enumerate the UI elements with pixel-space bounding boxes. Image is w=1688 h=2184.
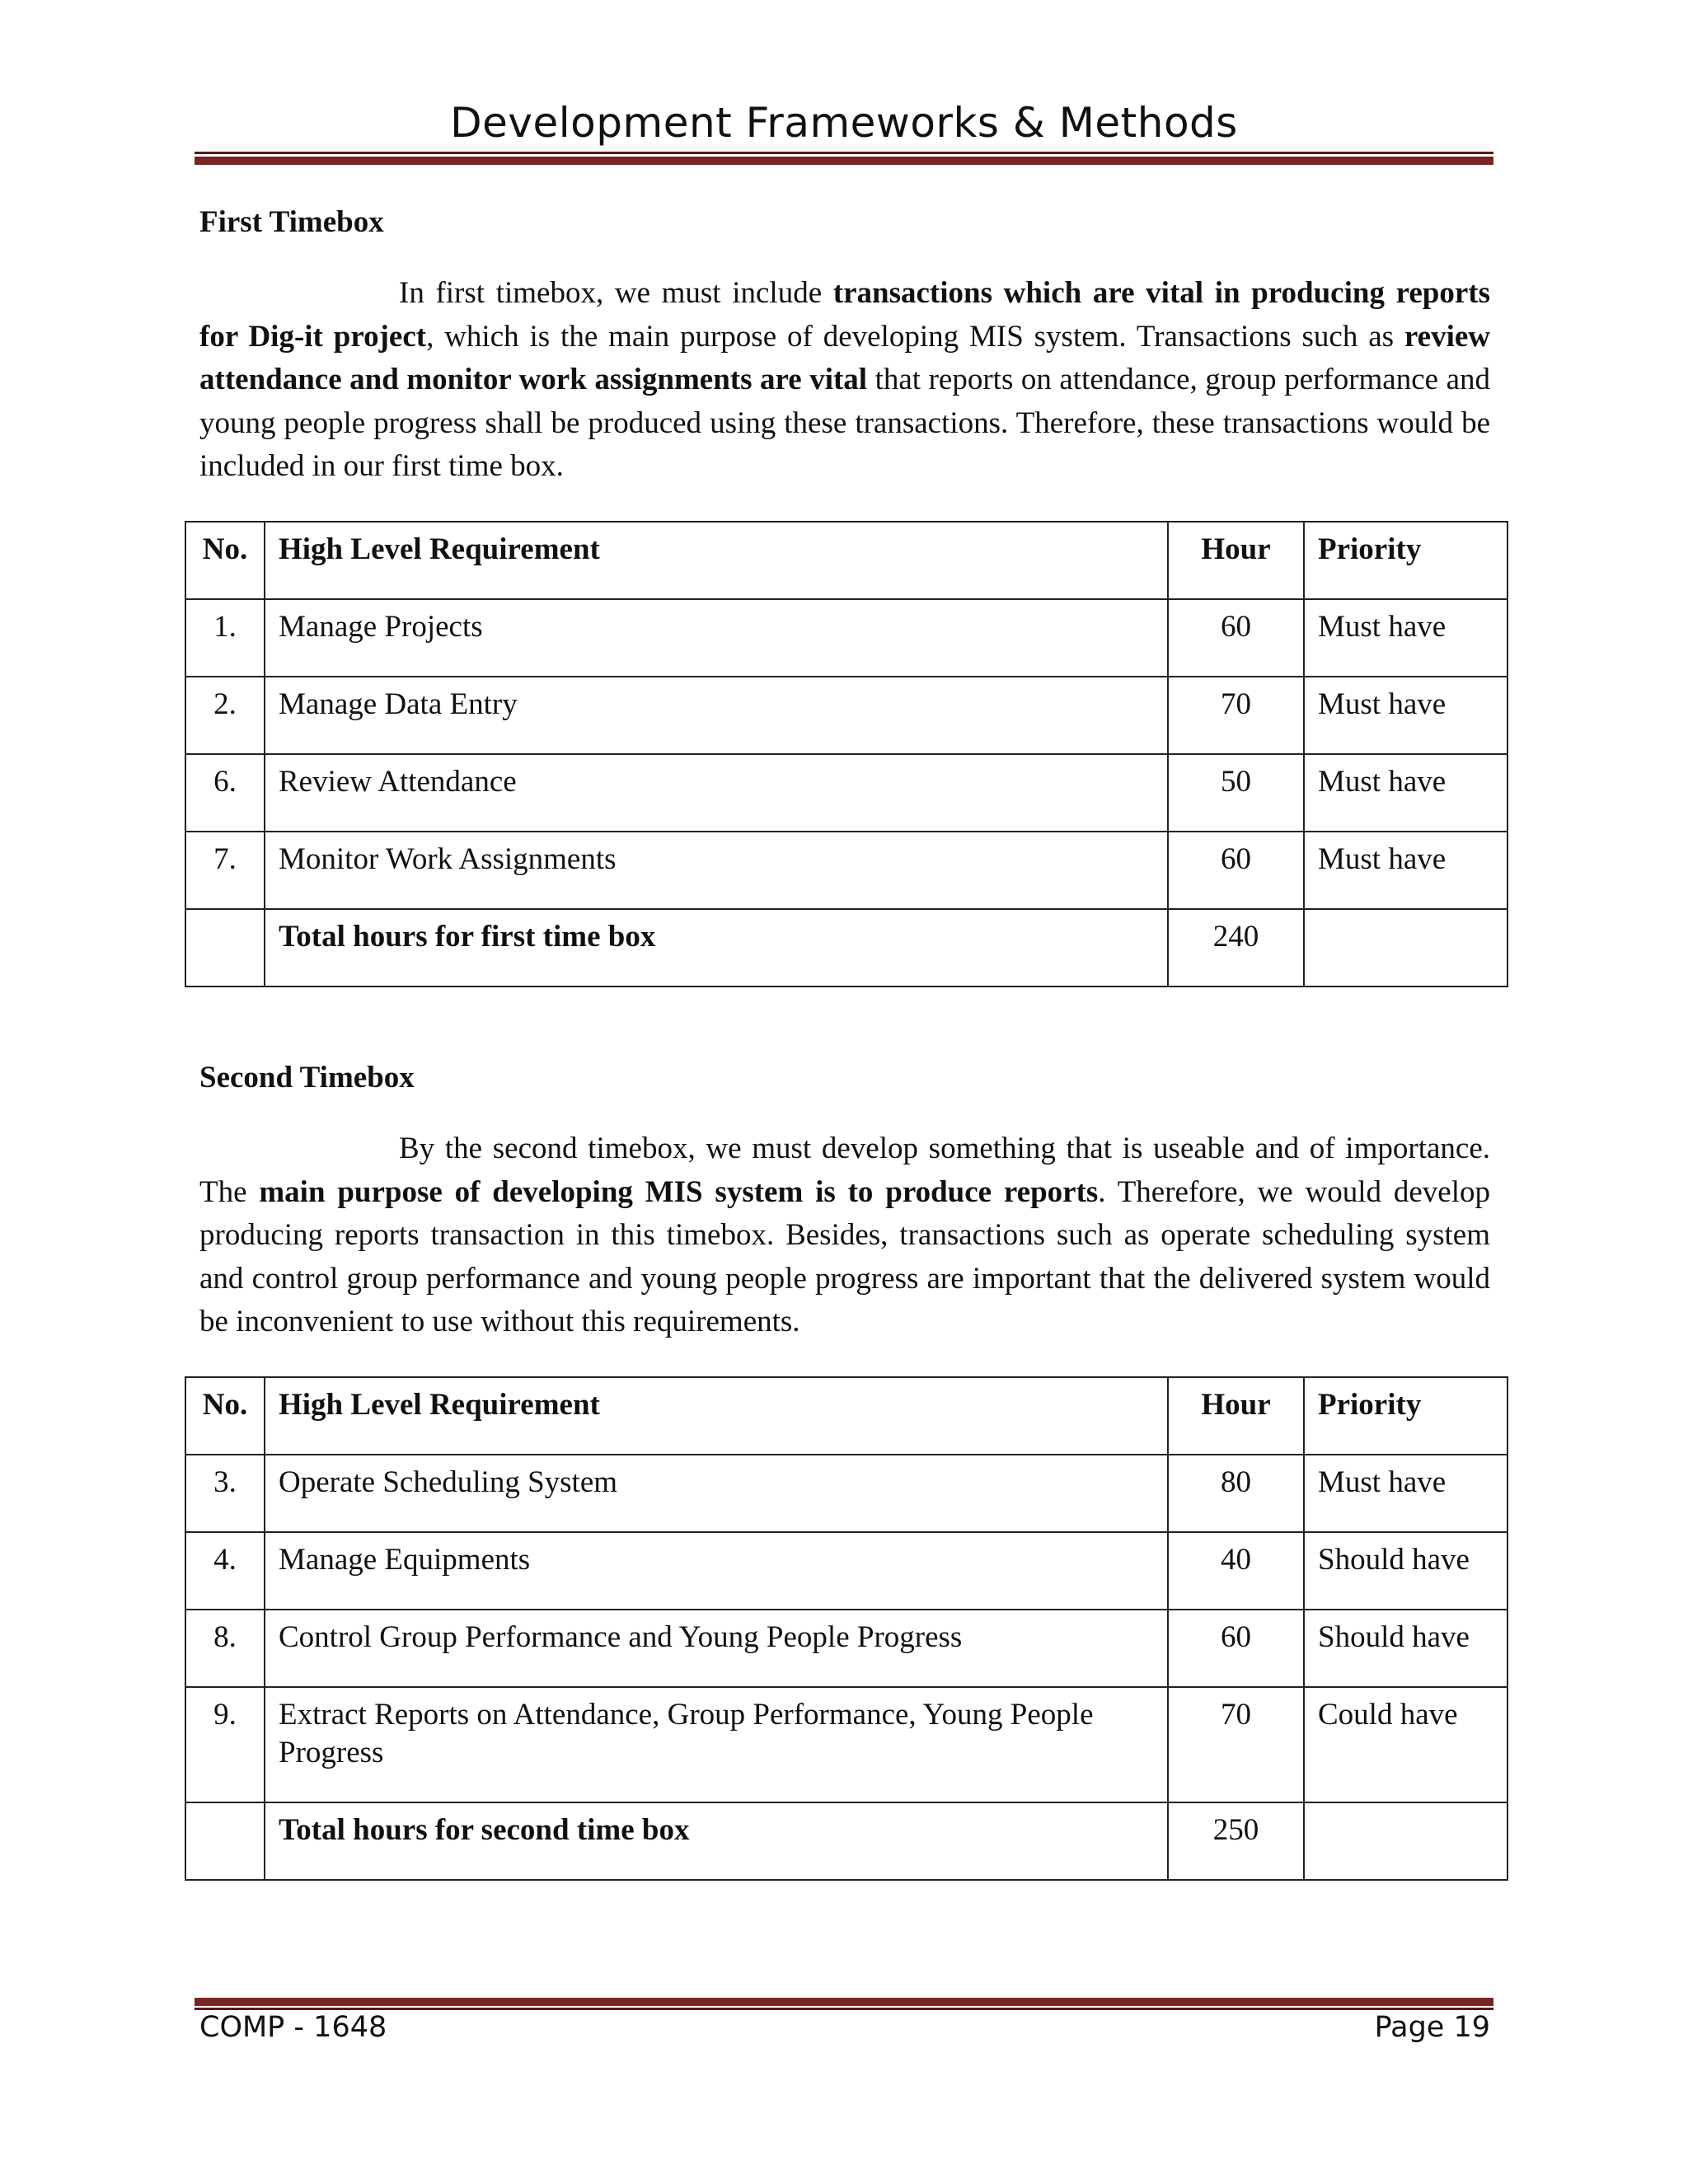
row-no: 8.	[185, 1610, 265, 1687]
total-no-empty	[185, 1802, 265, 1880]
header-no: No.	[185, 522, 265, 599]
row-priority: Must have	[1304, 754, 1507, 832]
header-no: No.	[185, 1377, 265, 1455]
header-priority: Priority	[1304, 1377, 1507, 1455]
footer-rule-thick	[195, 1998, 1493, 2006]
row-requirement: Manage Equipments	[265, 1532, 1168, 1610]
total-priority-empty	[1304, 1802, 1507, 1880]
table-row	[185, 599, 1507, 677]
table-row	[185, 832, 1507, 909]
total-label: Total hours for second time box	[265, 1802, 1168, 1880]
row-hour: 40	[1168, 1532, 1304, 1610]
footer-page-number: Page 19	[1374, 2011, 1490, 2044]
second-timebox-table	[185, 1376, 1508, 1881]
second-timebox-paragraph	[199, 1127, 1490, 1344]
row-priority: Should have	[1304, 1610, 1507, 1687]
row-requirement: Manage Projects	[265, 599, 1168, 677]
text-run: In first timebox, we must include	[399, 276, 833, 310]
second-timebox-heading: Second Timebox	[199, 1061, 415, 1094]
row-hour: 50	[1168, 754, 1304, 832]
row-requirement: Control Group Performance and Young People Progress	[265, 1610, 1168, 1687]
first-timebox-table	[185, 521, 1508, 987]
table-row	[185, 1455, 1507, 1532]
row-requirement: Operate Scheduling System	[265, 1455, 1168, 1532]
first-timebox-heading: First Timebox	[199, 205, 384, 239]
text-run: , which is the main purpose of developing MIS system. Transactions such as	[426, 319, 1404, 354]
table-total-row	[185, 1802, 1507, 1880]
row-no: 2.	[185, 677, 265, 754]
row-hour: 70	[1168, 1687, 1304, 1802]
row-priority: Must have	[1304, 599, 1507, 677]
row-priority: Should have	[1304, 1532, 1507, 1610]
row-hour: 60	[1168, 599, 1304, 677]
bold-text-run: review attendance and monitor work assignments are vital	[199, 319, 1491, 396]
row-priority: Must have	[1304, 1455, 1507, 1532]
header-hour: Hour	[1168, 522, 1304, 599]
row-no: 1.	[185, 599, 265, 677]
row-no: 9.	[185, 1687, 265, 1802]
header-requirement: High Level Requirement	[265, 1377, 1168, 1455]
table-header-row	[185, 522, 1507, 599]
total-no-empty	[185, 909, 265, 987]
text-run: By the second timebox, we must develop something that is useable and of importance. The	[199, 1132, 1490, 1209]
footer-course-code: COMP - 1648	[199, 2011, 387, 2044]
row-priority: Must have	[1304, 832, 1507, 909]
total-label: Total hours for first time box	[265, 909, 1168, 987]
table-row	[185, 754, 1507, 832]
row-requirement: Manage Data Entry	[265, 677, 1168, 754]
table-row	[185, 1687, 1507, 1802]
total-hour: 240	[1168, 909, 1304, 987]
text-run: that reports on attendance, group performance and young people progress shall be produced using these transactions. Therefore, these transactions would be included in our first time box.	[199, 363, 1490, 483]
header-requirement: High Level Requirement	[265, 522, 1168, 599]
row-requirement: Extract Reports on Attendance, Group Performance, Young People Progress	[265, 1687, 1168, 1802]
row-requirement: Review Attendance	[265, 754, 1168, 832]
row-hour: 60	[1168, 1610, 1304, 1687]
row-no: 3.	[185, 1455, 265, 1532]
bold-text-run: main purpose of developing MIS system is to produce reports	[259, 1174, 1099, 1209]
table-total-row	[185, 909, 1507, 987]
row-no: 6.	[185, 754, 265, 832]
header-hour: Hour	[1168, 1377, 1304, 1455]
footer-rule-thin	[195, 2008, 1493, 2010]
first-timebox-paragraph	[199, 272, 1490, 489]
row-priority: Must have	[1304, 677, 1507, 754]
total-hour: 250	[1168, 1802, 1304, 1880]
text-run: . Therefore, we would develop producing reports transaction in this timebox. Besides, transactions such as operate scheduling system and control group performance and young people progress are important that the delivered system would be inconvenient to use without this requirements.	[199, 1174, 1490, 1338]
table-row	[185, 677, 1507, 754]
row-no: 4.	[185, 1532, 265, 1610]
table-header-row	[185, 1377, 1507, 1455]
bold-text-run: transactions which are vital in producing reports for Dig-it project	[199, 276, 1490, 354]
row-hour: 60	[1168, 832, 1304, 909]
table-row	[185, 1532, 1507, 1610]
row-hour: 70	[1168, 677, 1304, 754]
header-rule-thick	[195, 157, 1493, 165]
row-requirement: Monitor Work Assignments	[265, 832, 1168, 909]
table-row	[185, 1610, 1507, 1687]
header-priority: Priority	[1304, 522, 1507, 599]
header-rule-thin	[195, 152, 1493, 154]
row-priority: Could have	[1304, 1687, 1507, 1802]
row-no: 7.	[185, 832, 265, 909]
total-priority-empty	[1304, 909, 1507, 987]
page-header-title: Development Frameworks & Methods	[450, 99, 1238, 147]
row-hour: 80	[1168, 1455, 1304, 1532]
